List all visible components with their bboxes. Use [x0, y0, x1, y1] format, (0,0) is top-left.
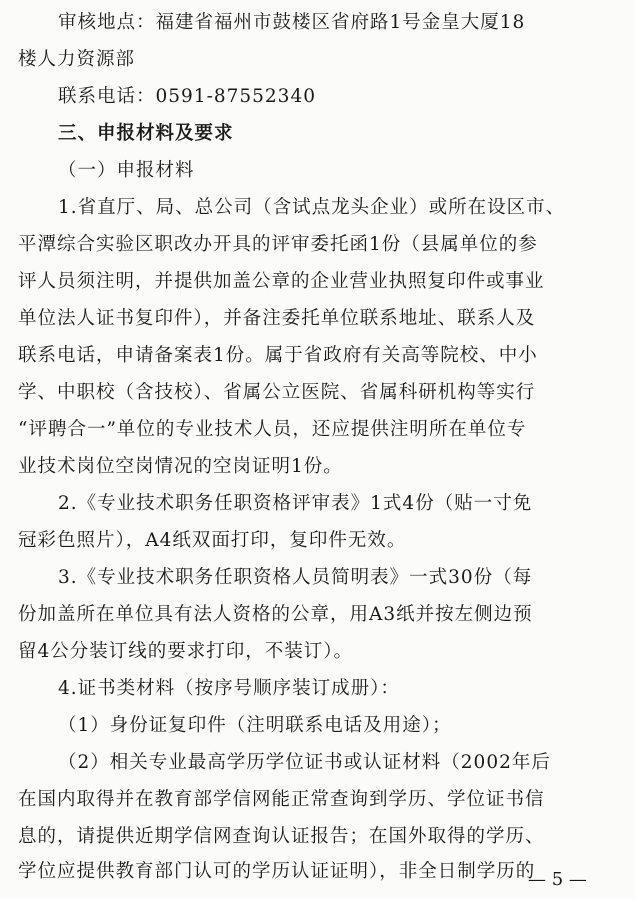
paragraph-line: 评人员须注明，并提供加盖公章的企业营业执照复印件或事业	[18, 271, 545, 292]
paragraph-line: 1.省直厅、局、总公司（含试点龙头企业）或所在设区市、	[58, 197, 566, 218]
line-contact-phone: 联系电话：0591-87552340	[58, 86, 316, 107]
section-heading: 三、申报材料及要求	[58, 123, 234, 144]
paragraph-line: （2）相关专业最高学历学位证书或认证材料（2002年后	[58, 752, 551, 773]
paragraph-line: 学位应提供教育部门认可的学历认证证明），非全日制学历的	[18, 861, 536, 882]
paragraph-line: 学、中职校（含技校）、省属公立医院、省属科研机构等实行	[18, 382, 536, 403]
paragraph-line: （1）身份证复印件（注明联系电话及用途）；	[58, 715, 452, 736]
paragraph-line: 息的，请提供近期学信网查询认证报告；在国外取得的学历、	[18, 826, 545, 847]
paragraph-line: 业技术岗位空岗情况的空岗证明1份。	[18, 456, 343, 477]
paragraph-line: 联系电话，申请备案表1份。属于省政府有关高等院校、中小	[18, 345, 538, 366]
paragraph-line: 留4公分装订线的要求打印，不装订）。	[18, 641, 354, 662]
paragraph-line: 份加盖所在单位具有法人资格的公章，用A3纸并按左侧边预	[18, 604, 533, 625]
subsection-heading: （一）申报材料	[58, 160, 195, 181]
paragraph-line: 3.《专业技术职务任职资格人员简明表》一式30份（每	[58, 567, 533, 588]
line-audit-location: 审核地点：福建省福州市鼓楼区省府路1号金皇大厦18	[58, 12, 526, 33]
paragraph-line: 平潭综合实验区职改办开具的评审委托函1份（县属单位的参	[18, 234, 538, 255]
paragraph-line: “评聘合一”单位的专业技术人员，还应提供注明所在单位专	[18, 419, 527, 440]
paragraph-line: 单位法人证书复印件），并备注委托单位联系地址、联系人及	[18, 308, 536, 329]
paragraph-line: 冠彩色照片），A4纸双面打印，复印件无效。	[18, 530, 407, 551]
line-audit-location-cont: 楼人力资源部	[18, 49, 136, 70]
paragraph-line: 2.《专业技术职务任职资格评审表》1式4份（贴一寸免	[58, 493, 533, 514]
paragraph-line: 4.证书类材料（按序号顺序装订成册）：	[58, 678, 400, 699]
page-number: — 5 —	[528, 869, 587, 890]
paragraph-line: 在国内取得并在教育部学信网能正常查询到学历、学位证书信	[18, 789, 545, 810]
